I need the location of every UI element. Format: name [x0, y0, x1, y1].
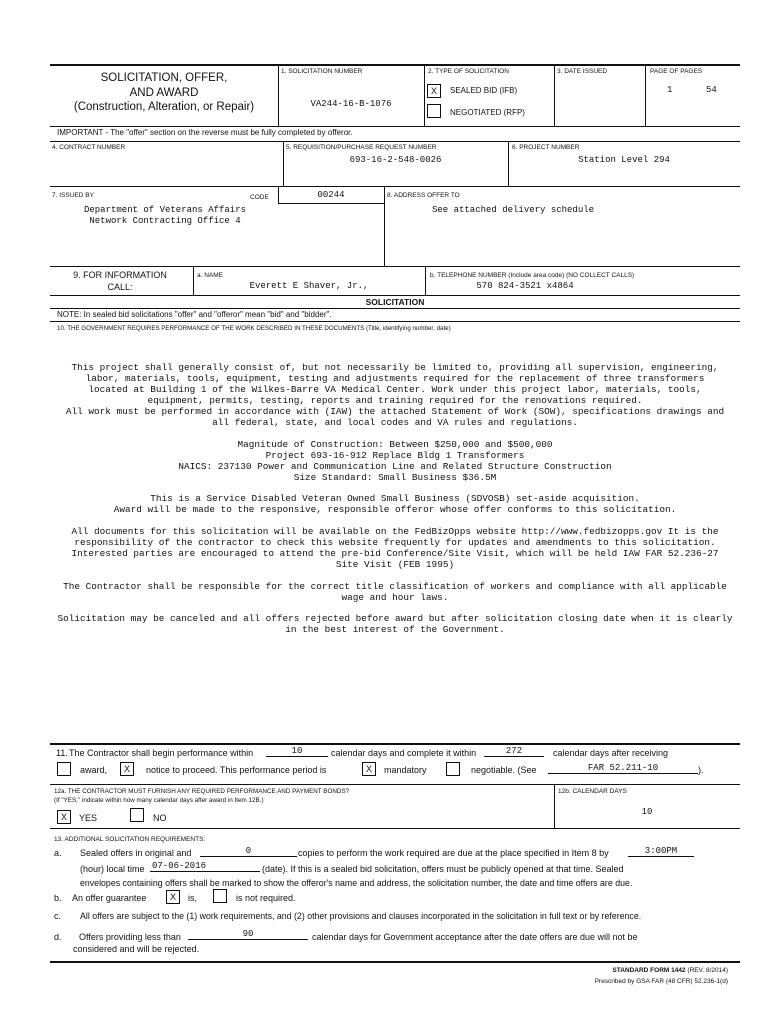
prescribed-by: Prescribed by GSA FAR (48 CFR) 52.236-1(d) [594, 978, 728, 985]
issuer-name-line2: Network Contracting Office 4 [89, 216, 241, 226]
issuer-code: 00244 [317, 190, 345, 200]
code-label: CODE [250, 194, 269, 201]
total-pages: 54 [706, 85, 717, 95]
page-number: 1 [667, 85, 673, 95]
solicitation-heading: SOLICITATION [365, 297, 425, 307]
block13-a-letter: a. [54, 848, 62, 858]
form-title-line2: AND AWARD [129, 86, 199, 99]
award-label: award, [80, 765, 108, 775]
block13-d-letter: d. [54, 932, 62, 942]
address-offer-to: See attached delivery schedule [432, 205, 595, 215]
for-information-label [50, 269, 190, 293]
block13-d-text3: considered and will be rejected. [73, 944, 200, 954]
due-date-field[interactable]: 07-06-2016 [150, 861, 260, 872]
block13-a-text2: copies to perform the work required are due at the place specified in Item 8 by [298, 848, 609, 858]
block11-text3: calendar days after receiving [553, 748, 669, 758]
form-revision: (REV. 8/2014) [687, 967, 728, 974]
mandatory-checkbox[interactable]: X [362, 762, 376, 776]
block10-label: 10. THE GOVERNMENT REQUIRES PERFORMANCE OF THE WORK DESCRIBED IN THESE DOCUMENTS (Title, identifying number, date) [57, 325, 451, 332]
copies-field[interactable]: 0 [200, 846, 297, 857]
block12b-days: 10 [641, 807, 653, 817]
offer-guarantee-not-label: is not required. [236, 893, 296, 903]
address-offer-to-label: 8. ADDRESS OFFER TO [387, 192, 460, 199]
type-of-solicitation-label: 2. TYPE OF SOLICITATION [428, 68, 509, 75]
block13-b-letter: b. [54, 893, 62, 903]
description-wage: The Contractor shall be responsible for the correct title classification of workers and compliance with all applicable wage and hour laws. [63, 581, 727, 603]
description-scope: This project shall generally consist of, but not necessarily be limited to, providing all supervision, engineering, labor, materials, tools, equipment, testing and adjustments required for the replacement of three transformers located at Building 1 of the Wilkes-Barre VA Medical Center. Work under this project labor, materials, tools, equipment, permits, testing, reports and training required for the renovations required. All work must be performed in accordance with (IAW) the attached Statement of Work (SOW), specifications drawings and all federal, state, and local codes and VA rules and regulations. [65, 362, 725, 428]
date-issued-label: 3. DATE ISSUED [557, 68, 608, 75]
block13-a-text3: (hour) local time [80, 864, 145, 874]
block13-a-text4: (date). If this is a sealed bid solicitation, offers must be publicly opened at that time. Sealed [262, 864, 624, 874]
see-reference-field[interactable]: FAR 52.211-10 [548, 763, 698, 774]
complete-days-field[interactable]: 272 [484, 746, 544, 757]
block11-text1: The Contractor shall begin performance within [69, 748, 254, 758]
offer-guarantee-is-checkbox[interactable]: X [166, 890, 180, 904]
mandatory-label: mandatory [384, 765, 427, 775]
block12b-label: 12b. CALENDAR DAYS [558, 788, 627, 795]
negotiable-label: negotiable. (See [471, 765, 537, 775]
block13-a-text1: Sealed offers in original and [80, 848, 192, 858]
bonds-no-label: NO [153, 813, 167, 823]
block13-d-text2: calendar days for Government acceptance after the date offers are due will not be [312, 932, 638, 942]
see-reference-close: ). [698, 765, 704, 775]
form-title-line3: (Construction, Alteration, or Repair) [73, 101, 255, 113]
sealed-bid-label: SEALED BID (IFB) [450, 86, 518, 95]
sealed-bid-note: NOTE: In sealed bid solicitations "offer" and "offeror" mean "bid" and "bidder". [57, 310, 332, 319]
contact-name-label: a. NAME [197, 272, 224, 279]
offer-guarantee-is-label: is, [188, 893, 197, 903]
block13-a-text5: envelopes containing offers shall be marked to show the offeror's name and address, the solicitation number, the date and time offers are due. [80, 878, 633, 888]
negotiable-checkbox[interactable] [446, 762, 460, 776]
block11-number: 11. [56, 748, 68, 758]
block13-c-letter: c. [54, 911, 62, 921]
block13-b-text1: An offer guarantee [72, 893, 147, 903]
notice-to-proceed-checkbox[interactable]: X [120, 762, 134, 776]
block13-c-text: All offers are subject to the (1) work requirements, and (2) other provisions and clauses incorporated in the solicitation in full text or by reference. [80, 911, 642, 921]
begin-days-field[interactable]: 10 [266, 746, 328, 757]
solicitation-number: VA244-16-B-1076 [310, 99, 392, 109]
telephone-number: 570 824-3521 x4864 [476, 281, 574, 291]
award-checkbox[interactable] [57, 762, 71, 776]
issuer-name-line1: Department of Veterans Affairs [83, 205, 247, 215]
important-notice: IMPORTANT - The "offer" section on the reverse must be fully completed by offeror. [57, 128, 353, 137]
block12a-sublabel: (If "YES," indicate within how many calendar days after award in Item 12B.) [54, 797, 264, 804]
page-of-pages-label: PAGE OF PAGES [650, 68, 703, 75]
block13-label: 13. ADDITIONAL SOLICITATION REQUIREMENTS: [54, 836, 206, 843]
acceptance-days-field[interactable]: 90 [188, 929, 308, 940]
description-magnitude: Magnitude of Construction: Between $250,000 and $500,000 Project 693-16-912 Replace Bldg 1 Transformers NAICS: 237130 Power and Communication Line and Related Structure Construction Size Standard: Small Business $36.5M [178, 439, 612, 483]
form-title-line1: SOLICITATION, OFFER, [100, 72, 228, 84]
for-information-line2: CALL: [107, 282, 133, 292]
contract-number-label: 4. CONTRACT NUMBER [52, 144, 126, 151]
description-set-aside: This is a Service Disabled Veteran Owned Small Business (SDVOSB) set-aside acquisition. Award will be made to the responsive, responsible offeror whose offer conforms to this solicitation. [113, 493, 677, 515]
offer-guarantee-not-checkbox[interactable] [213, 889, 227, 903]
notice-to-proceed-label: notice to proceed. This performance period is [146, 765, 327, 775]
form-title [50, 71, 278, 115]
block12a-label: 12a. THE CONTRACTOR MUST FURNISH ANY REQUIRED PERFORMANCE AND PAYMENT BONDS? [54, 788, 350, 795]
project-number: Station Level 294 [578, 155, 670, 165]
negotiated-checkbox[interactable] [427, 104, 441, 118]
bonds-yes-label: YES [79, 813, 98, 823]
bonds-yes-checkbox[interactable]: X [57, 810, 71, 824]
block11-text2: calendar days and complete it within [331, 748, 477, 758]
form-identifier [612, 967, 728, 974]
description-cancel: Solicitation may be canceled and all offers rejected before award but after solicitation closing date when it is clearly in the best interest of the Government. [57, 613, 733, 635]
project-number-label: 6. PROJECT NUMBER [512, 144, 580, 151]
telephone-label: b. TELEPHONE NUMBER (Include area code) (NO COLLECT CALLS) [430, 272, 635, 279]
issued-by-label: 7. ISSUED BY [52, 192, 94, 199]
contact-name: Everett E Shaver, Jr., [249, 281, 369, 291]
sealed-bid-checkbox[interactable]: X [427, 84, 441, 98]
for-information-line1: 9. FOR INFORMATION [73, 270, 167, 280]
solicitation-number-label: 1. SOLICITATION NUMBER [281, 68, 363, 75]
negotiated-label: NEGOTIATED (RFP) [450, 108, 525, 117]
requisition-number-label: 5. REQUISITION/PURCHASE REQUEST NUMBER [286, 144, 437, 151]
block13-d-text1: Offers providing less than [79, 932, 181, 942]
form-number: STANDARD FORM 1442 [612, 967, 686, 974]
requisition-number: 693-16-2-548-0026 [349, 155, 442, 165]
description-documents: All documents for this solicitation will be available on the FedBizOpps website http://www.fedbizopps.gov It is the responsibility of the contractor to check this website frequently for updates and amendments to this solicitation. Interested parties are encouraged to attend the pre-bid Conference/Site Visit, which will be held IAW FAR 52.236-27 Site Visit (FEB 1995) [71, 526, 719, 570]
bonds-no-checkbox[interactable] [130, 808, 144, 822]
due-time-field[interactable]: 3:00PM [628, 846, 694, 857]
